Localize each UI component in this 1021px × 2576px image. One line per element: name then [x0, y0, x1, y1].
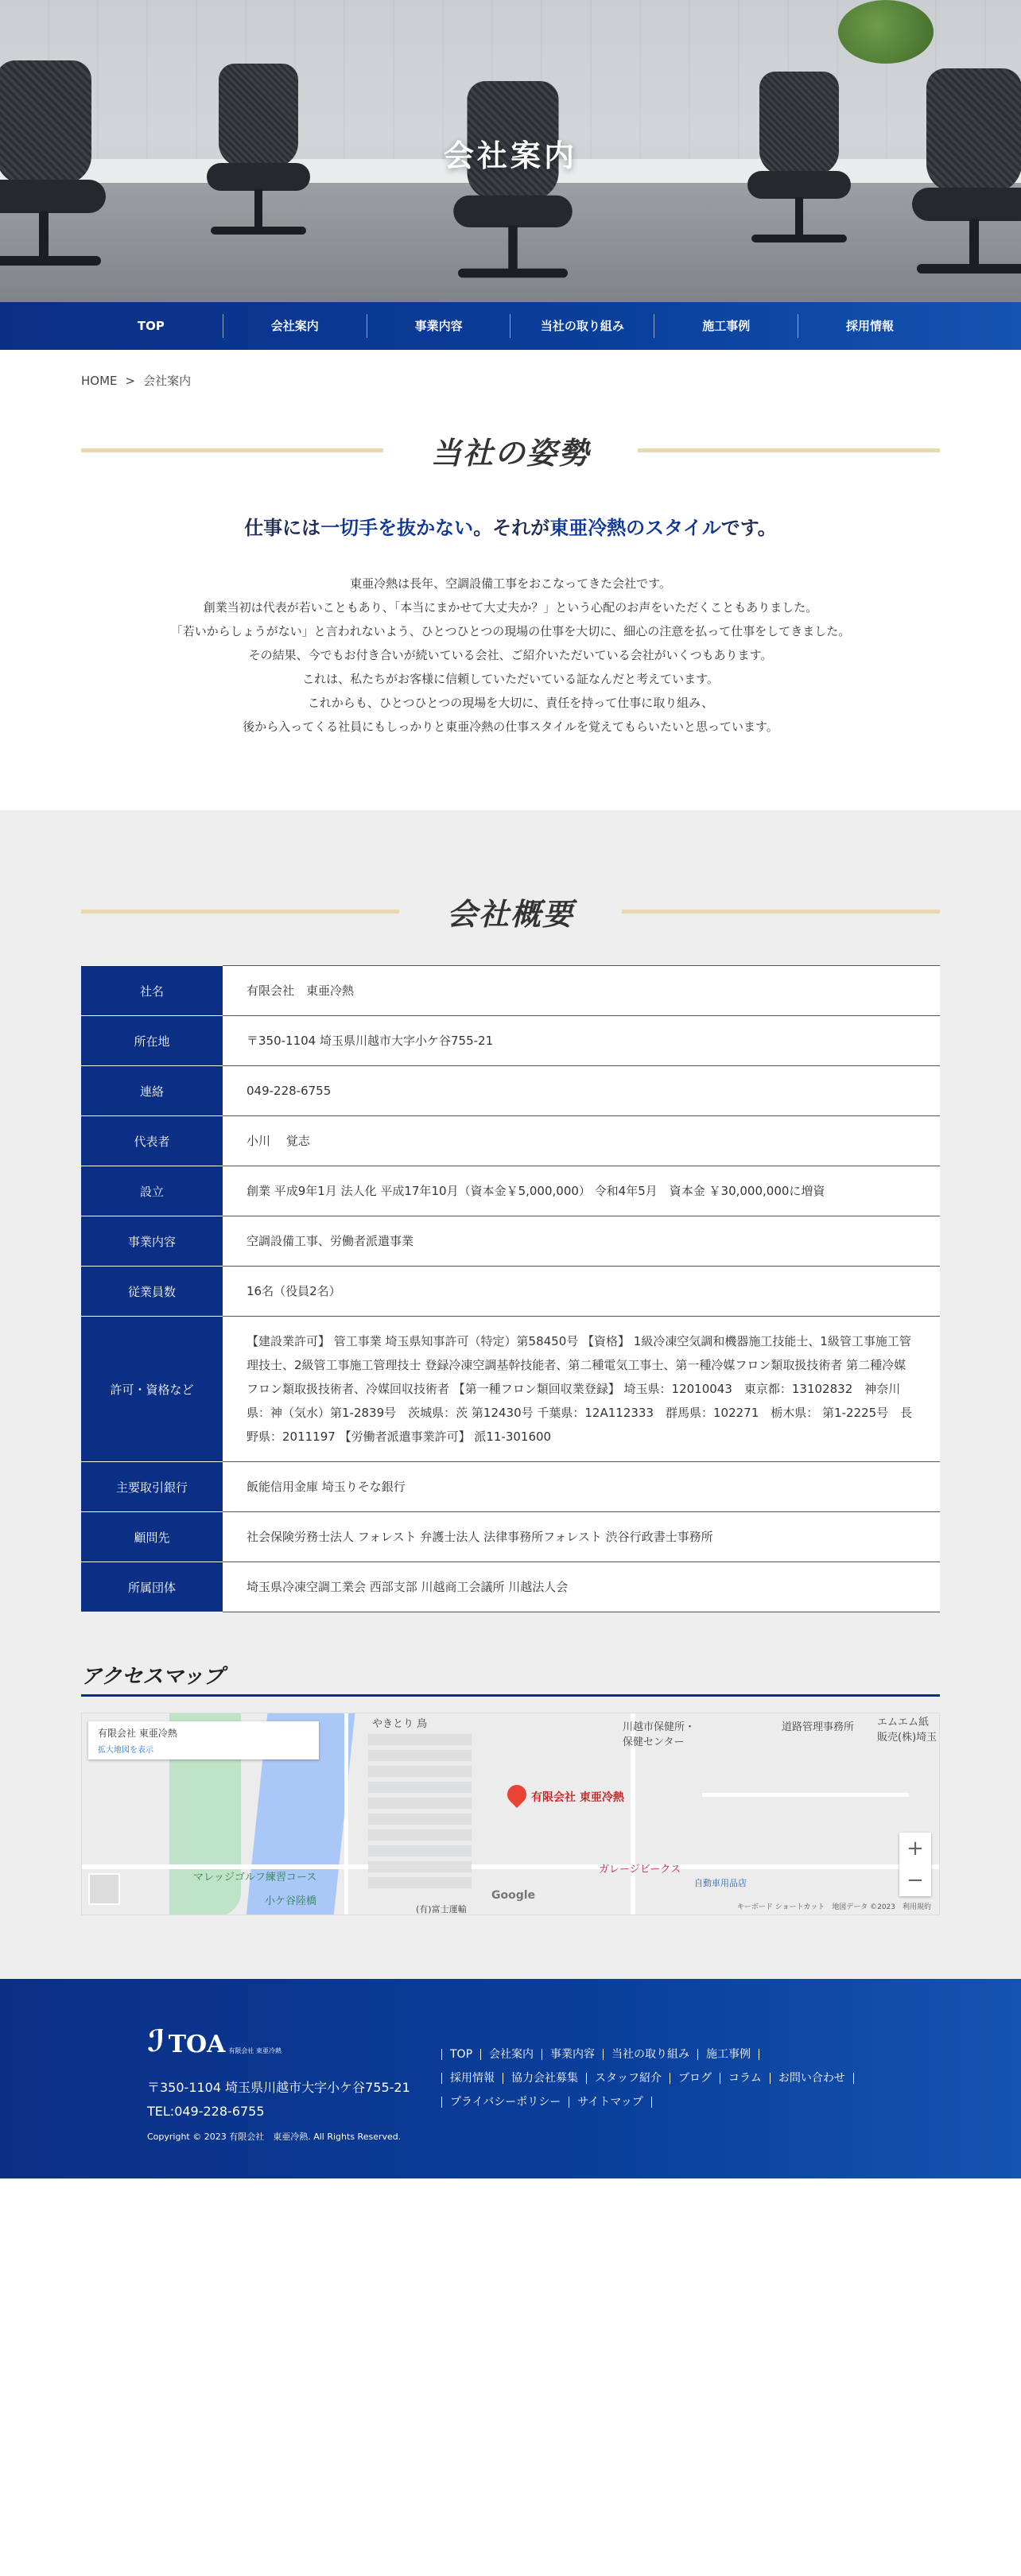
info-value [223, 1512, 940, 1562]
footer-link[interactable]: プライバシーポリシー [441, 2097, 569, 2108]
info-value-text: 埼玉県冷凍空調工業会 西部支部 川越商工会議所 川越法人会 [247, 1580, 569, 1594]
nav-company[interactable]: 会社案内 [223, 314, 367, 338]
footer-link[interactable]: サイトマップ [569, 2097, 651, 2108]
heading-line [81, 448, 383, 452]
map-info-card[interactable] [88, 1721, 319, 1759]
company-info-table [81, 965, 940, 1612]
info-value [223, 966, 940, 1016]
info-row [81, 1512, 940, 1562]
footer-link[interactable]: 採用情報 [441, 2073, 503, 2084]
footer-links [441, 2019, 854, 2178]
info-value [223, 1066, 940, 1116]
map-label: エムエム紙 販売(株)埼玉 [877, 1717, 938, 1744]
footer-link[interactable]: 当社の取り組み [603, 2049, 697, 2060]
hero-chair [903, 68, 1021, 297]
stance-line: 後から入ってくる社員にもしっかりと東亜冷熱の仕事スタイルを覚えてもらいたいと思っています。 [243, 720, 778, 734]
footer-link[interactable]: 事業内容 [542, 2049, 603, 2060]
heading-line [638, 448, 940, 452]
hero-chair [445, 81, 582, 301]
footer-tel: TEL:049-228-6755 [147, 2104, 265, 2119]
info-row [81, 1016, 940, 1066]
info-row [81, 1267, 940, 1317]
footer-link[interactable]: 施工事例 [697, 2049, 759, 2060]
map-label: 小ケ谷陸橋 [265, 1895, 317, 1907]
info-row [81, 1216, 940, 1267]
footer-address: 〒350-1104 埼玉県川越市大字小ケ谷755-21 [147, 2080, 410, 2095]
info-value [223, 1462, 940, 1512]
catch-copy [81, 512, 940, 540]
location-pin-icon[interactable] [503, 1781, 530, 1808]
map-copyright[interactable]: キーボード ショートカット 地図データ ©2023 利用規約 [736, 1903, 931, 1911]
footer-copyright: Copyright © 2023 有限会社 東亜冷熱. All Rights Reserved. [147, 2132, 402, 2142]
site-footer [0, 1979, 1021, 2178]
info-value-text: 小川 覚志 [247, 1134, 310, 1148]
info-value-text: 16名（役員2名） [247, 1284, 341, 1298]
info-label: 事業内容 [81, 1216, 223, 1267]
footer-address-block [147, 2076, 441, 2124]
logo-subtitle: 有限会社 東亜冷熱 [228, 2047, 281, 2054]
info-label: 顧問先 [81, 1512, 223, 1562]
info-value-text: 空調設備工事、労働者派遣事業 [247, 1234, 414, 1248]
stance-line: 創業当初は代表が若いこともあり、「本当にまかせて大丈夫か？」という心配のお声をいただくこともありました。 [203, 600, 818, 615]
footer-link[interactable]: スタッフ紹介 [586, 2073, 670, 2084]
footer-link[interactable]: TOP [441, 2049, 480, 2060]
info-label: 社名 [81, 966, 223, 1016]
map-label: 自動車用品店 [694, 1878, 747, 1888]
map-card-link[interactable]: 拡大地図を表示 [98, 1746, 153, 1755]
overview-title: 会社概要 [447, 897, 575, 932]
map-zoom-control [899, 1833, 931, 1896]
footer-link[interactable]: 協力会社募集 [503, 2073, 586, 2084]
stance-title: 当社の姿勢 [431, 436, 591, 471]
info-value-text: 【建設業許可】 管工事業 埼玉県知事許可（特定）第58450号 【資格】 1級冷凍空気調和機器施工技能士、1級管工事施工管理技士、2級管工事施工管理技士 登録冷凍空調基幹技能者、第二種電気工事士、第一種冷媒フロン類取扱技術者 第二種冷媒フロン類取扱技術者、冷媒回収技術者 【第一種フロン類回収業登録】 埼玉県：12010043 東京都：13102832 神奈川県：神（気水）第1-2839号 茨城県：茨 第12430号 千葉県：12A112333 群馬県：102271 栃木県： 第1-2225号 長野県：2011197 【労働者派遣事業許可】 派11-301600 [247, 1334, 913, 1444]
catch-highlight: 東亜冷熱のスタイル [549, 517, 721, 539]
info-label: 設立 [81, 1166, 223, 1216]
catch-text: 仕事には [244, 517, 321, 539]
map-label: 道路管理事務所 [782, 1721, 855, 1733]
info-value-text: 〒350-1104 埼玉県川越市大字小ケ谷755-21 [247, 1034, 494, 1048]
stance-section [0, 389, 1021, 810]
stance-line: 東亜冷熱は長年、空調設備工事をおこなってきた会社です。 [350, 576, 671, 591]
info-value-text: 飯能信用金庫 埼玉りそな銀行 [247, 1480, 406, 1494]
hero-banner [0, 0, 1021, 302]
info-value [223, 1016, 940, 1066]
info-label: 連絡 [81, 1066, 223, 1116]
catch-text: です。 [720, 517, 777, 539]
map-label: やきとり 鳥 [372, 1718, 428, 1730]
footer-link[interactable]: ブログ [670, 2073, 720, 2084]
stance-line: これは、私たちがお客様に信頼していただいている証なんだと考えています。 [302, 672, 719, 686]
info-row [81, 1066, 940, 1116]
info-row [81, 1116, 940, 1166]
info-value [223, 1317, 940, 1462]
catch-text: 。それが [473, 517, 550, 539]
info-label: 所在地 [81, 1016, 223, 1066]
map-label: ガレージビークス [599, 1864, 681, 1876]
global-nav [0, 302, 1021, 350]
map-card-title: 有限会社 東亜冷熱 [98, 1728, 177, 1739]
info-row [81, 1562, 940, 1612]
info-row [81, 1462, 940, 1512]
info-label: 代表者 [81, 1116, 223, 1166]
map-road [702, 1793, 909, 1797]
stance-line: 「若いからしょうがない」と言われないよう、ひとつひとつの現場の仕事を大切に、細心の注意を払って仕事をしてきました。 [170, 624, 851, 638]
info-value-text: 社会保険労務士法人 フォレスト 弁護士法人 法律事務所フォレスト 渋谷行政書士事務所 [247, 1530, 713, 1544]
zoom-in-button[interactable]: + [906, 1837, 924, 1860]
map-label: (有)富士運輸 [416, 1904, 467, 1915]
stance-line: これからも、ひとつひとつの現場を大切に、責任を持って仕事に取り組み、 [307, 696, 714, 710]
logo-name: TOA [168, 2031, 226, 2058]
google-map[interactable] [81, 1713, 940, 1915]
footer-links-row [441, 2066, 854, 2090]
heading-line [622, 910, 940, 914]
info-value-text: 049-228-6755 [247, 1084, 332, 1098]
breadcrumb [0, 350, 1021, 389]
footer-link[interactable]: 会社案内 [480, 2049, 542, 2060]
nav-top[interactable]: TOP [80, 314, 223, 338]
info-label: 従業員数 [81, 1267, 223, 1317]
breadcrumb-current: 会社案内 [143, 374, 192, 388]
nav-business[interactable]: 事業内容 [367, 314, 511, 338]
map-streetview-thumbnail[interactable] [88, 1873, 120, 1905]
hero-chair [0, 60, 115, 289]
stance-heading [81, 429, 940, 472]
info-value [223, 1562, 940, 1612]
info-row [81, 1166, 940, 1216]
info-value [223, 1166, 940, 1216]
page-title: 会社案内 [443, 138, 577, 173]
map-blocks [368, 1729, 472, 1888]
footer-links-row [441, 2090, 854, 2114]
stance-body [81, 572, 940, 739]
access-title: アクセスマップ [81, 1660, 940, 1697]
map-label: 川越市保健所・ 保健センター [623, 1721, 696, 1748]
map-road [344, 1713, 348, 1915]
footer-company [147, 2019, 441, 2178]
info-value [223, 1216, 940, 1267]
nav-initiatives[interactable]: 当社の取り組み [510, 314, 654, 338]
info-row [81, 966, 940, 1016]
overview-heading [81, 890, 940, 933]
map-label: マレッジゴルフ練習コース [193, 1872, 317, 1884]
stance-line: その結果、今でもお付き合いが続いている会社、ご紹介いただいている会社がいくつもあります。 [248, 648, 773, 662]
info-row [81, 1317, 940, 1462]
info-value-text: 有限会社 東亜冷熱 [247, 983, 355, 998]
info-value-text: 創業 平成9年1月 法人化 平成17年10月（資本金￥5,000,000） 令和4年5月 資本金 ￥30,000,000に増資 [247, 1184, 825, 1198]
catch-highlight: 一切手を抜かない [320, 517, 474, 539]
footer-link[interactable]: コラム [720, 2073, 770, 2084]
nav-recruit[interactable]: 採用情報 [846, 319, 895, 333]
info-label: 許可・資格など [81, 1317, 223, 1462]
info-label: 所属団体 [81, 1562, 223, 1612]
google-logo: Google [491, 1889, 536, 1902]
logo-mark-icon: ℐ [147, 2023, 165, 2058]
map-pin-label[interactable]: 有限会社 東亜冷熱 [531, 1791, 624, 1804]
hero-plant [838, 0, 934, 64]
breadcrumb-separator: > [125, 374, 136, 388]
nav-works[interactable]: 施工事例 [654, 314, 798, 338]
footer-links-row [441, 2043, 854, 2066]
info-label: 主要取引銀行 [81, 1462, 223, 1512]
zoom-out-button[interactable]: − [906, 1868, 924, 1892]
access-map-section [81, 1660, 940, 1915]
overview-section [0, 810, 1021, 1979]
breadcrumb-home[interactable]: HOME [81, 374, 118, 388]
info-value [223, 1116, 940, 1166]
company-logo[interactable] [147, 2019, 441, 2058]
footer-link[interactable]: お問い合わせ [770, 2073, 854, 2084]
heading-line [81, 910, 399, 914]
info-value [223, 1267, 940, 1317]
